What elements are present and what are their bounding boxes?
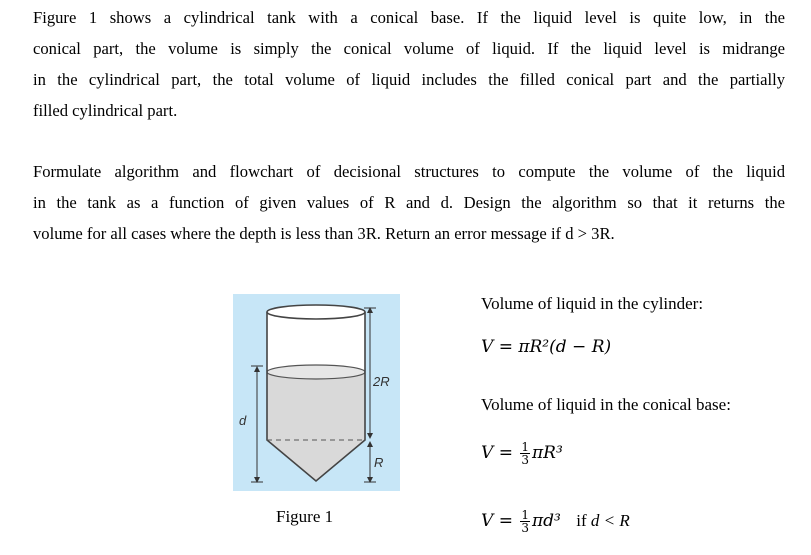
low-level-volume-formula: [481, 509, 630, 534]
fraction-numerator: 1: [521, 440, 529, 454]
equals-sign: =: [498, 443, 513, 463]
paragraph-line: filled cylindrical part.: [33, 101, 178, 120]
paragraph-line: in the cylindrical part, the total volume of liquid includes the filled conical part and the partially: [33, 70, 785, 89]
tank-top-rim: [267, 305, 365, 319]
one-third-fraction: [520, 441, 530, 466]
problem-paragraph-2: [33, 156, 785, 249]
paragraph-line: Formulate algorithm and flowchart of decisional structures to compute the volume of the liquid: [33, 162, 785, 181]
condition-expression: d < R: [590, 511, 630, 530]
one-third-fraction: [520, 509, 530, 534]
tank-diagram: [233, 294, 400, 491]
problem-paragraph-1: [33, 2, 785, 126]
equals-sign: =: [498, 511, 513, 531]
label-2R: 2R: [373, 374, 390, 389]
condition-prefix: if: [576, 511, 587, 530]
formula-rhs: = πR²(d − R): [498, 337, 612, 357]
formula-lhs: V: [481, 511, 494, 531]
liquid-fill: [267, 372, 365, 481]
label-d: d: [239, 413, 247, 428]
formula-lhs: V: [481, 443, 494, 463]
cone-volume-heading: Volume of liquid in the conical base:: [481, 395, 731, 414]
formula-rhs: πR³: [531, 443, 563, 463]
paragraph-line: conical part, the volume is simply the conical volume of liquid. If the liquid level is midrange: [33, 39, 785, 58]
liquid-surface: [267, 365, 365, 379]
paragraph-line: Figure 1 shows a cylindrical tank with a conical base. If the liquid level is quite low, in the: [33, 8, 785, 27]
cylinder-volume-formula: [481, 337, 611, 357]
figure-caption: Figure 1: [276, 507, 334, 526]
tank-figure: [233, 294, 400, 491]
paragraph-line: in the tank as a function of given values of R and d. Design the algorithm so that it returns the: [33, 193, 785, 212]
formula-lhs: V: [481, 337, 494, 357]
fraction-denominator: 3: [521, 521, 529, 535]
condition: [576, 511, 630, 530]
fraction-numerator: 1: [521, 508, 529, 522]
cylinder-volume-heading: Volume of liquid in the cylinder:: [481, 294, 704, 313]
label-R: R: [374, 455, 384, 470]
fraction-denominator: 3: [521, 453, 529, 467]
cone-volume-formula: [481, 441, 563, 466]
paragraph-line: volume for all cases where the depth is less than 3R. Return an error message if d > 3R.: [33, 224, 615, 243]
formula-rhs: πd³: [531, 511, 561, 531]
